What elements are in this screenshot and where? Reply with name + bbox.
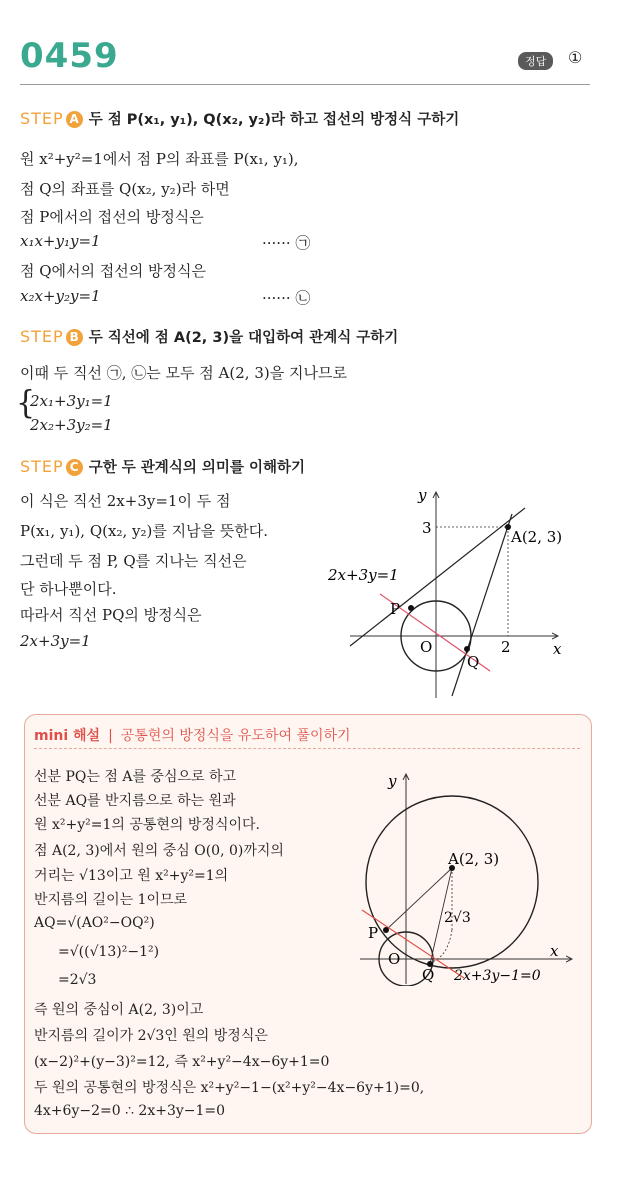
step-b-title: 두 직선에 점 A(2, 3)을 대입하여 관계식 구하기 bbox=[88, 330, 399, 346]
radius-label: 2√3 bbox=[444, 910, 471, 926]
step-c-label: STEP bbox=[20, 457, 64, 476]
step-a-mark-2: ······ ㉡ bbox=[262, 289, 311, 307]
header-divider bbox=[20, 84, 590, 85]
mini-line-6: 반지름의 길이는 1이므로 bbox=[34, 892, 188, 908]
mini-line-14: 4x+6y−2=0 ∴ 2x+3y−1=0 bbox=[34, 1103, 226, 1119]
step-a-label: STEP bbox=[20, 109, 64, 128]
mini-line-2: 선분 AQ를 반지름으로 하는 원과 bbox=[34, 793, 236, 809]
mini-line-11: 반지름의 길이가 2√3인 원의 방정식은 bbox=[34, 1028, 268, 1044]
step-b-heading bbox=[20, 326, 398, 347]
line-equation-label: 2x+3y=1 bbox=[328, 566, 399, 584]
label-a: A(2, 3) bbox=[448, 850, 500, 868]
step-b-label: STEP bbox=[20, 327, 64, 346]
step-a-badge: A bbox=[66, 111, 83, 128]
problem-number: 0459 bbox=[20, 36, 119, 76]
step-c-line-3: 그런데 두 점 P, Q를 지나는 직선은 bbox=[20, 552, 247, 570]
mini-label: mini 해설 bbox=[34, 728, 101, 744]
step-a-line-6: x₂x+y₂y=1 bbox=[20, 287, 101, 305]
label-p: P bbox=[368, 924, 379, 942]
step-c-heading bbox=[20, 456, 305, 477]
x-axis-label: x bbox=[550, 942, 559, 960]
step-c-badge: C bbox=[66, 459, 83, 476]
chord-equation-label: 2x+3y−1=0 bbox=[454, 968, 541, 984]
mini-divider bbox=[34, 748, 580, 749]
step-a-line-5: 점 Q에서의 접선의 방정식은 bbox=[20, 262, 206, 280]
mini-line-4: 점 A(2, 3)에서 원의 중심 O(0, 0)까지의 bbox=[34, 843, 284, 859]
mini-line-12: (x−2)²+(y−3)²=12, 즉 x²+y²−4x−6y+1=0 bbox=[34, 1054, 330, 1070]
step-c-line-5: 따라서 직선 PQ의 방정식은 bbox=[20, 606, 202, 624]
step-b-badge: B bbox=[66, 329, 83, 346]
label-a: A(2, 3) bbox=[511, 528, 563, 546]
step-b-line-1: 이때 두 직선 ㉠, ㉡는 모두 점 A(2, 3)을 지나므로 bbox=[20, 364, 347, 382]
answer-value: ① bbox=[568, 48, 583, 67]
common-chord-graph bbox=[352, 760, 588, 986]
step-b-line-2: 2x₁+3y₁=1 bbox=[30, 392, 113, 410]
step-a-line-1: 원 x²+y²=1에서 점 P의 좌표를 P(x₁, y₁), bbox=[20, 150, 299, 168]
step-a-line-4: x₁x+y₁y=1 bbox=[20, 232, 101, 250]
step-a-title: 두 점 P(x₁, y₁), Q(x₂, y₂)라 하고 접선의 방정식 구하기 bbox=[88, 112, 460, 128]
tick-x-2: 2 bbox=[501, 638, 511, 656]
step-a-line-2: 점 Q의 좌표를 Q(x₂, y₂)라 하면 bbox=[20, 180, 230, 198]
step-c-line-1: 이 식은 직선 2x+3y=1이 두 점 bbox=[20, 492, 231, 510]
step-c-line-2: P(x₁, y₁), Q(x₂, y₂)를 지남을 뜻한다. bbox=[20, 522, 269, 540]
x-axis-label: x bbox=[553, 640, 562, 658]
step-c-title: 구한 두 관계식의 의미를 이해하기 bbox=[88, 460, 305, 476]
y-axis-label: y bbox=[418, 486, 427, 504]
mini-solution-header bbox=[34, 725, 351, 745]
label-q: Q bbox=[467, 653, 480, 671]
mini-line-7: AQ=√(AO²−OQ²) bbox=[34, 915, 155, 931]
tick-y-3: 3 bbox=[422, 519, 432, 537]
mini-separator: | bbox=[108, 728, 113, 744]
point-q bbox=[464, 646, 470, 652]
origin-label: O bbox=[388, 950, 401, 968]
mini-line-9: =2√3 bbox=[58, 972, 97, 988]
tangent-graph bbox=[320, 486, 590, 701]
mini-line-13: 두 원의 공통현의 방정식은 x²+y²−1−(x²+y²−4x−6y+1)=0, bbox=[34, 1080, 425, 1096]
label-q: Q bbox=[422, 966, 435, 984]
mini-line-1: 선분 PQ는 점 A를 중심으로 하고 bbox=[34, 769, 237, 785]
mini-line-10: 즉 원의 중심이 A(2, 3)이고 bbox=[34, 1002, 204, 1018]
step-a-line-3: 점 P에서의 접선의 방정식은 bbox=[20, 208, 204, 226]
step-a-mark-1: ······ ㉠ bbox=[262, 234, 311, 252]
mini-line-8: =√((√13)²−1²) bbox=[58, 944, 160, 960]
point-p bbox=[383, 927, 389, 933]
origin-label: O bbox=[420, 638, 433, 656]
mini-line-3: 원 x²+y²=1의 공통현의 방정식이다. bbox=[34, 817, 260, 833]
step-c-line-4: 단 하나뿐이다. bbox=[20, 580, 117, 598]
point-p bbox=[408, 605, 414, 611]
y-axis-label: y bbox=[388, 772, 397, 790]
segment-ap bbox=[386, 868, 452, 930]
mini-title: 공통현의 방정식을 유도하여 풀이하기 bbox=[120, 728, 351, 744]
label-p: P bbox=[390, 600, 401, 618]
step-c-line-6: 2x+3y=1 bbox=[20, 632, 91, 650]
step-b-line-3: 2x₂+3y₂=1 bbox=[30, 416, 113, 434]
guide-arc bbox=[432, 930, 452, 962]
step-a-heading bbox=[20, 108, 459, 129]
system-brace: { bbox=[16, 385, 36, 422]
answer-badge: 정답 bbox=[518, 52, 553, 70]
mini-line-5: 거리는 √13이고 원 x²+y²=1의 bbox=[34, 868, 229, 884]
